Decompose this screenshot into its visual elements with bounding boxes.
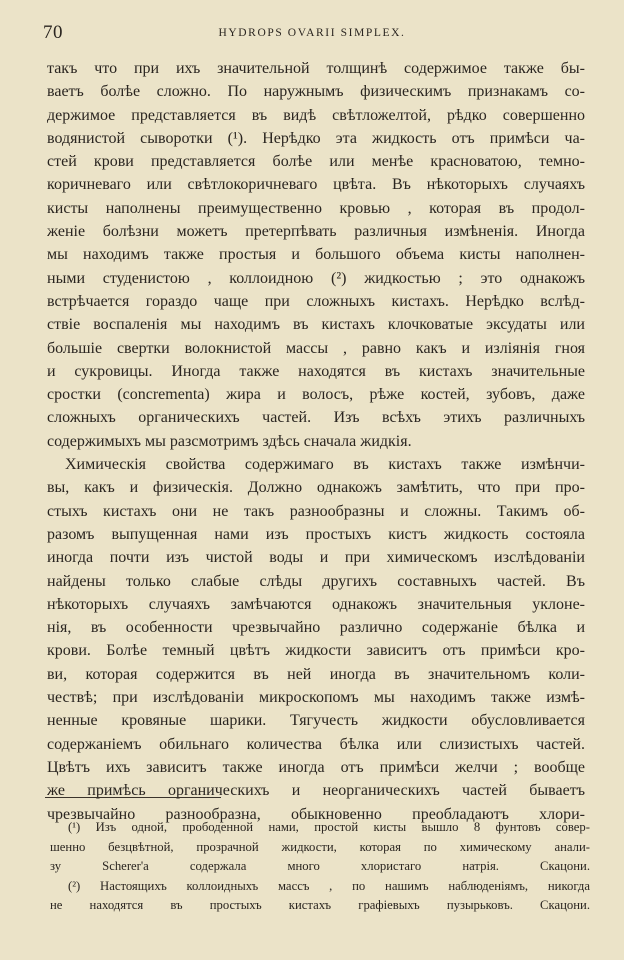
text-line: Цвѣтъ ихъ зависитъ также иногда отъ примѣси желчи ; вообще	[47, 758, 585, 776]
text-line: содержаніемъ обильнаго количества бѣлка или слизистыхъ частей.	[47, 735, 585, 753]
footnote-rule	[45, 797, 221, 798]
text-line: держимое представляется въ видѣ свѣтложелтой, рѣдко совершенно	[47, 106, 585, 124]
footnotes	[50, 818, 590, 916]
text-line: коричневаго или свѣтлокоричневаго цвѣта. Въ нѣкоторыхъ случаяхъ	[47, 176, 585, 194]
text-line: же примѣсь органическихъ и неорганическихъ частей бываетъ	[47, 782, 585, 800]
text-line: и сукровицы. Иногда также находятся въ кистахъ значительные	[47, 362, 585, 380]
page-number: 70	[43, 22, 63, 43]
body-text	[47, 57, 585, 826]
text-line: разомъ выпущенная нами изъ простыхъ кистъ жидкость состояла	[47, 525, 585, 543]
footnote-line: не находятся въ простыхъ кистахъ графіевыхъ пузырьковъ. Скацони.	[50, 898, 590, 912]
text-line: такъ что при ихъ значительной толщинѣ содержимое также бы-	[47, 60, 585, 77]
running-head: HYDROPS OVARII SIMPLEX.	[218, 27, 406, 39]
footnote-line: (¹) Изъ одной, прободенной нами, простой кисты вышло 8 фунтовъ совер-	[68, 820, 590, 834]
text-line: ными студенистою , коллоидною (²) жидкостью ; это однакожъ	[47, 269, 585, 287]
text-line: нія, въ особенности чрезвычайно различно содержаніе бѣлка и	[47, 619, 585, 637]
text-line: водянистой сыворотки (¹). Нерѣдко эта жидкость отъ примѣси ча-	[47, 129, 585, 147]
text-line: ствіе воспаленія мы находимъ въ кистахъ клочковатые эксудаты или	[47, 316, 585, 334]
footnote-line: (²) Настоящихъ коллоидныхъ массъ , по нашимъ наблюденіямъ, никогда	[68, 878, 590, 893]
text-line: кисты наполнены преимущественно кровью , которая въ продол-	[47, 199, 585, 217]
text-line: Химическія свойства содержимаго въ кистахъ также измѣнчи-	[65, 456, 585, 474]
text-line: содержимыхъ мы разсмотримъ здѣсь сначала жидкія.	[47, 432, 412, 450]
text-line: ненные кровяные шарики. Тягучесть жидкости обусловливается	[47, 712, 585, 730]
text-line: мы находимъ также простыя и большого объема кисты наполнен-	[47, 246, 585, 264]
text-line: иногда почти изъ чистой воды и при химическомъ изслѣдованіи	[47, 549, 585, 567]
text-line: встрѣчается гораздо чаще при сложныхъ кистахъ. Нерѣдко вслѣд-	[47, 292, 585, 310]
text-line: стыхъ кистахъ они не такъ разнообразны и сложны. Такимъ об-	[47, 502, 585, 520]
text-line: сростки (concrementa) жира и волосъ, рѣже костей, зубовъ, даже	[47, 386, 585, 404]
text-line: большіе свертки волокнистой массы , равно какъ и изліянія гноя	[47, 339, 585, 357]
text-line: ви, которая содержится въ ней иногда въ значительномъ коли-	[47, 665, 585, 683]
text-line: сложныхъ органическихъ частей. Изъ всѣхъ этихъ различныхъ	[47, 409, 585, 427]
text-line: вы, какъ и физическія. Должно однакожъ замѣтить, что при про-	[47, 479, 585, 497]
text-line: чествѣ; при изслѣдованіи микроскопомъ мы находимъ также измѣ-	[47, 689, 585, 707]
text-line: стей крови представляется болѣе или менѣе красноватою, темно-	[47, 153, 585, 171]
text-line: нѣкоторыхъ случаяхъ замѣчаются однакожъ значительныя уклоне-	[47, 595, 585, 613]
text-line: крови. Болѣе темный цвѣтъ жидкости зависитъ отъ примѣси кро-	[47, 642, 585, 660]
text-line: женіе болѣзни можетъ претерпѣвать различныя измѣненія. Иногда	[47, 223, 585, 241]
text-line: найдены только слабые слѣды другихъ составныхъ частей. Въ	[47, 572, 585, 590]
footnote-line: зу Scherer'а содержала много хлористаго натрія. Скацони.	[50, 859, 590, 873]
text-line: чрезвычайно разнообразна, обыкновенно преобладаютъ хлори-	[47, 805, 585, 823]
footnote-line: шенно безцвѣтной, прозрачной жидкости, которая по химическому анали-	[50, 839, 590, 854]
text-line: ваетъ болѣе сложно. По наружнымъ физическимъ признакамъ со-	[47, 83, 585, 101]
